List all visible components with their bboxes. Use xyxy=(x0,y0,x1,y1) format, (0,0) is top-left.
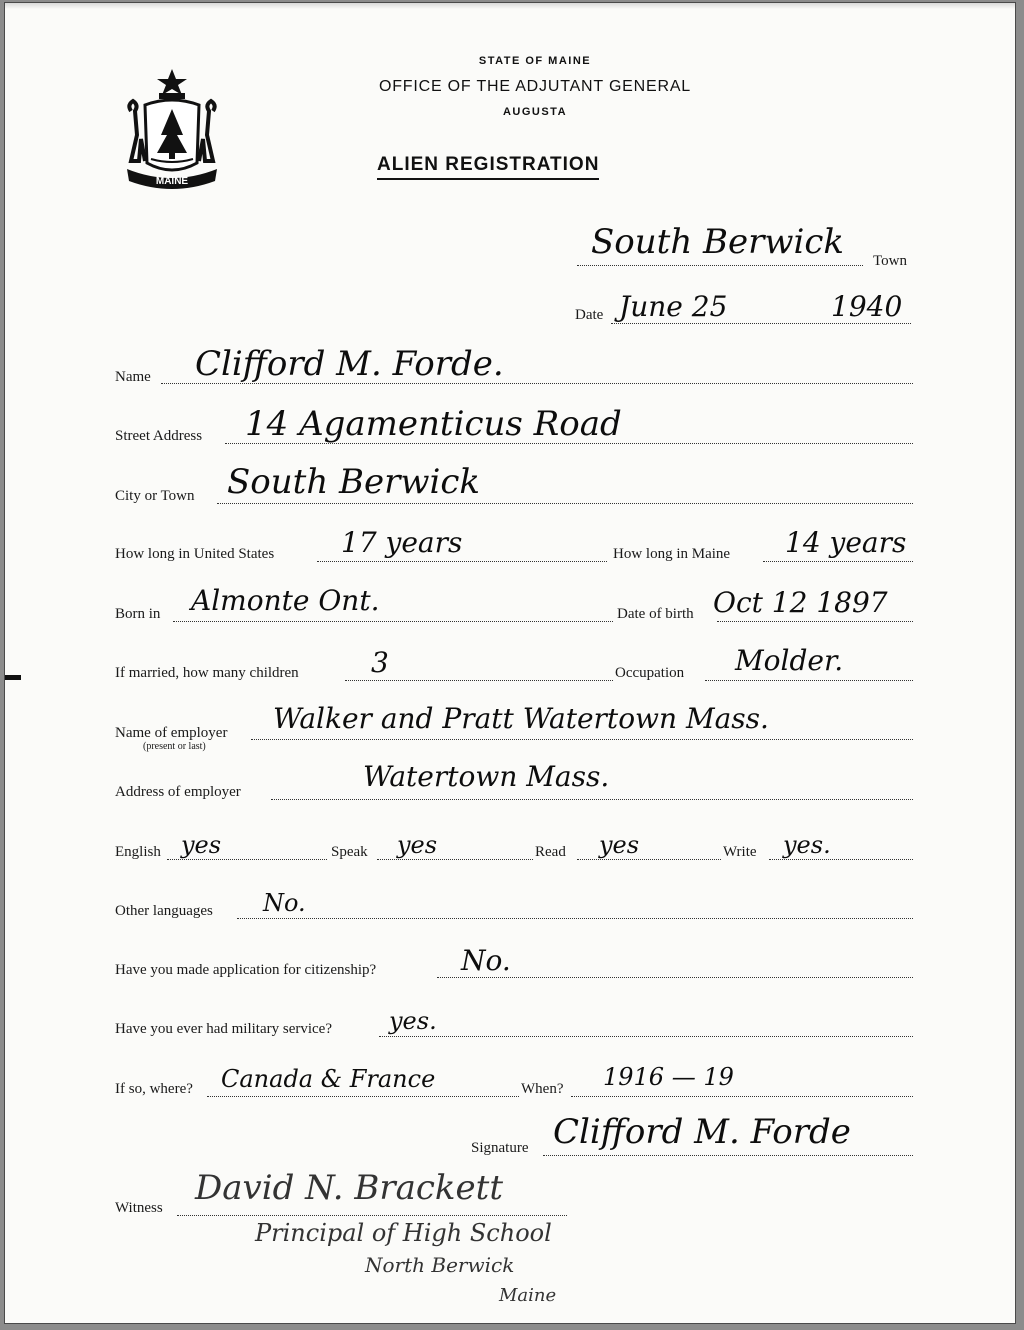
when-line xyxy=(571,1096,913,1097)
read-label: Read xyxy=(535,844,566,860)
employer-line xyxy=(251,739,913,740)
date-day-value: June 25 xyxy=(619,290,728,323)
children-label: If married, how many children xyxy=(115,665,299,681)
city-line xyxy=(217,503,913,504)
dob-label: Date of birth xyxy=(617,606,694,622)
write-line xyxy=(769,859,913,860)
maine-years-label: How long in Maine xyxy=(613,546,731,562)
occupation-value: Molder. xyxy=(735,644,844,677)
witness-line xyxy=(177,1215,567,1216)
speak-value: yes xyxy=(397,831,438,859)
signature-value: Clifford M. Forde xyxy=(553,1112,851,1152)
military-label: Have you ever had military service? xyxy=(115,1021,332,1037)
dob-line xyxy=(717,621,913,622)
town-value: South Berwick xyxy=(591,222,845,262)
city-label: City or Town xyxy=(115,488,195,504)
us-years-label: How long in United States xyxy=(115,546,275,562)
witness-title: Principal of High School xyxy=(255,1219,552,1247)
citizenship-label: Have you made application for citizenship? xyxy=(115,962,377,978)
town-line xyxy=(577,265,863,266)
signature-line xyxy=(543,1155,913,1156)
born-in-label: Born in xyxy=(115,606,161,622)
maine-years-line xyxy=(763,561,913,562)
witness-label: Witness xyxy=(115,1200,163,1216)
occupation-label: Occupation xyxy=(615,665,685,681)
employer-address-line xyxy=(271,799,913,800)
signature-label: Signature xyxy=(471,1140,529,1156)
header-state: STATE OF MAINE xyxy=(478,55,592,67)
citizenship-line xyxy=(437,977,913,978)
employer-address-label: Address of employer xyxy=(115,784,241,800)
speak-line xyxy=(377,859,533,860)
read-line xyxy=(577,859,721,860)
when-value: 1916 — 19 xyxy=(603,1063,734,1091)
born-in-value: Almonte Ont. xyxy=(191,584,380,617)
maine-years-value: 14 years xyxy=(785,526,907,559)
employer-value: Walker and Pratt Watertown Mass. xyxy=(273,702,769,735)
margin-mark xyxy=(5,675,21,680)
military-line xyxy=(379,1036,913,1037)
svg-text:MAINE: MAINE xyxy=(155,176,189,187)
date-year-value: 1940 xyxy=(831,290,903,323)
street-value: 14 Agamenticus Road xyxy=(245,404,622,444)
where-value: Canada & France xyxy=(221,1065,436,1093)
other-languages-line xyxy=(237,918,913,919)
english-value: yes xyxy=(181,831,222,859)
citizenship-value: No. xyxy=(461,944,511,977)
maine-state-seal-icon xyxy=(117,65,227,195)
employer-sublabel: (present or last) xyxy=(143,741,206,752)
english-label: English xyxy=(115,844,161,860)
date-line xyxy=(611,323,911,324)
name-label: Name xyxy=(115,369,151,385)
where-label: If so, where? xyxy=(115,1081,193,1097)
name-value: Clifford M. Forde. xyxy=(195,344,504,384)
witness-place: North Berwick xyxy=(365,1253,515,1277)
us-years-value: 17 years xyxy=(341,526,463,559)
dob-value: Oct 12 1897 xyxy=(713,586,888,619)
speak-label: Speak xyxy=(331,844,368,860)
witness-state: Maine xyxy=(499,1285,557,1306)
date-label: Date xyxy=(575,307,604,323)
us-years-line xyxy=(317,561,607,562)
write-value: yes. xyxy=(783,831,831,859)
born-in-line xyxy=(173,621,613,622)
write-label: Write xyxy=(723,844,757,860)
read-value: yes xyxy=(599,831,640,859)
town-label: Town xyxy=(873,253,907,269)
employer-address-value: Watertown Mass. xyxy=(363,760,610,793)
city-value: South Berwick xyxy=(227,462,481,502)
when-label: When? xyxy=(521,1081,564,1097)
street-label: Street Address xyxy=(115,428,203,444)
other-languages-label: Other languages xyxy=(115,903,213,919)
header-city: AUGUSTA xyxy=(502,106,568,118)
children-line xyxy=(345,680,613,681)
registration-form xyxy=(4,2,1016,1324)
form-title: ALIEN REGISTRATION xyxy=(377,154,599,180)
children-value: 3 xyxy=(371,646,389,679)
other-languages-value: No. xyxy=(263,889,306,917)
english-line xyxy=(167,859,327,860)
witness-value: David N. Brackett xyxy=(195,1168,503,1208)
where-line xyxy=(207,1096,519,1097)
employer-label: Name of employer xyxy=(115,725,228,741)
scan-edge xyxy=(5,3,1015,9)
occupation-line xyxy=(705,680,913,681)
header-office: OFFICE OF THE ADJUTANT GENERAL xyxy=(378,78,692,95)
military-value: yes. xyxy=(389,1007,437,1035)
